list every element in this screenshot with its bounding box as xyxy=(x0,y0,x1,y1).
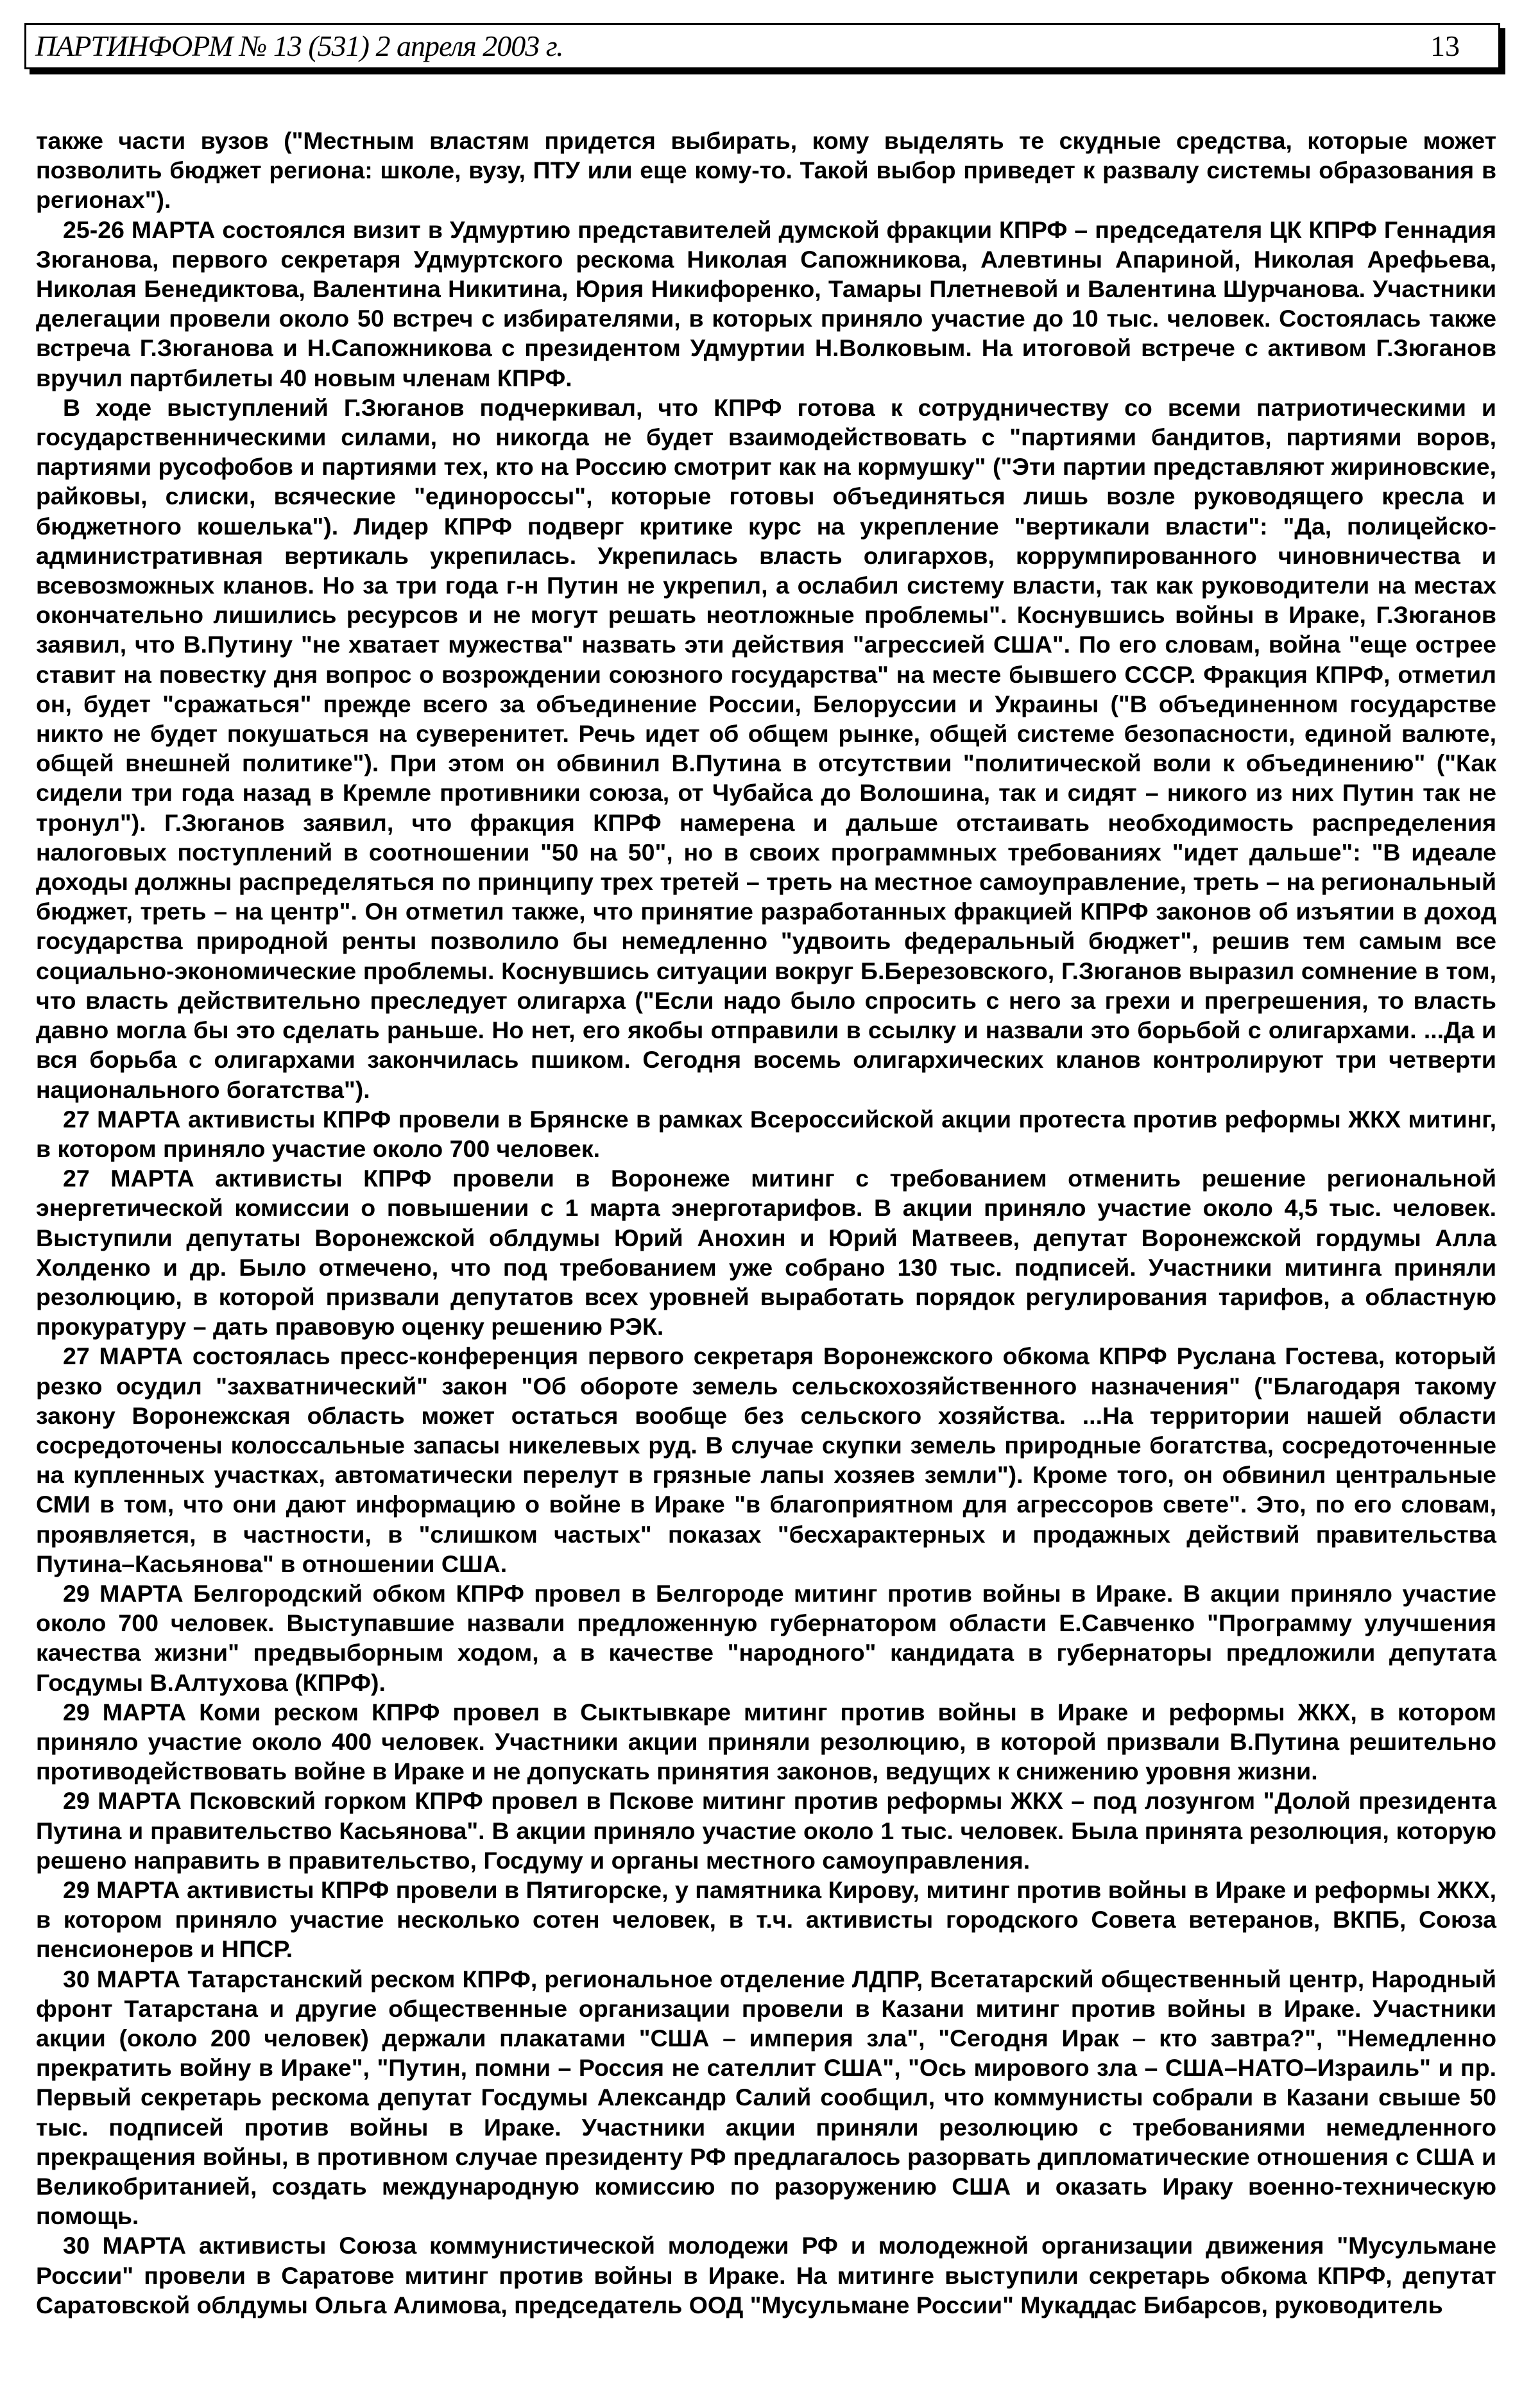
paragraph: 29 МАРТА Псковский горком КПРФ провел в Пскове митинг против реформы ЖКХ – под лозунгом "Долой президента Путина и правительство Касьянова". В акции приняло участие около 1 тыс. человек. Была принята резолюция, которую решено направить в правительство, Госдуму и органы местного самоуправления. xyxy=(36,1787,1496,1874)
paragraph: также части вузов ("Местным властям придется выбирать, кому выделять те скудные средства, которые может позволить бюджет региона: школе, вузу, ПТУ или еще кому-то. Такой выбор приведет к развалу системы образования в регионах"). xyxy=(36,127,1496,214)
paragraph: 29 МАРТА Коми реском КПРФ провел в Сыктывкаре митинг против войны в Ираке и реформы ЖКХ, в котором приняло участие около 400 человек. Участники акции приняли резолюцию, в которой призвали В.Путина решительно противодействовать войне в Ираке и не допускать принятия законов, ведущих к снижению уровня жизни. xyxy=(36,1698,1496,1785)
paragraph: 30 МАРТА Татарстанский реском КПРФ, региональное отделение ЛДПР, Всетатарский общественный центр, Народный фронт Татарстана и другие общественные организации провели в Казани митинг против войны в Ираке. Участники акции (около 200 человек) держали плакатами "США – империя зла", "Сегодня Ирак – кто завтра?", "Немедленно прекратить войну в Ираке", "Путин, помни – Россия не сателлит США", "Ось мирового зла – США–НАТО–Израиль" и пр. Первый секретарь рескома депутат Госдумы Александр Салий сообщил, что коммунисты собрали в Казани свыше 50 тыс. подписей против войны в Ираке. Участники акции приняли резолюцию с требованиями немедленного прекращения войны, в противном случае президенту РФ предлагалось разорвать дипломатические отношения с США и Великобританией, создать международную комиссию по разоружению США и оказать Ираку военно-техническую помощь. xyxy=(36,1965,1496,2230)
paragraph: В ходе выступлений Г.Зюганов подчеркивал, что КПРФ готова к сотрудничеству со всеми патриотическими и государственническими силами, но никогда не будет взаимодействовать с "партиями бандитов, партиями воров, партиями русофобов и партиями тех, кто на Россию смотрит как на кормушку" ("Эти партии представляют жириновские, райковы, слиски, всяческие "единороссы", которые готовы объединяться лишь возле руководящего кресла и бюджетного кошелька"). Лидер КПРФ подверг критике курс на укрепление "вертикали власти": "Да, полицейско-административная вертикаль укрепилась. Укрепилась власть олигархов, коррумпированного чиновничества и всевозможных кланов. Но за три года г-н Путин не укрепил, а ослабил систему власти, так как руководители на местах окончательно лишились ресурсов и не могут решать неотложные проблемы". Коснувшись войны в Ираке, Г.Зюганов заявил, что В.Путину "не хватает мужества" назвать эти действия "агрессией США". По его словам, война "еще острее ставит на повестку дня вопрос о возрождении союзного государства" на месте бывшего СССР. Фракция КПРФ, отметил он, будет "сражаться" прежде всего за объединение России, Белоруссии и Украины ("В объединенном государстве никто не будет покушаться на суверенитет. Речь идет об общем рынке, общей системе безопасности, единой валюте, общей внешней политике"). При этом он обвинил В.Путина в отсутствии "политической воли к объединению" ("Как сидели три года назад в Кремле противники союза, от Чубайса до Волошина, так и сидят – никого из них Путин так не тронул"). Г.Зюганов заявил, что фракция КПРФ намерена и дальше отстаивать необходимость распределения налоговых поступлений в соотношении "50 на 50", но в своих программных требованиях "идет дальше": "В идеале доходы должны распределяться по принципу трех третей – треть на местное самоуправление, треть – на региональный бюджет, треть – на центр". Он отметил также, что принятие разработанных фракцией КПРФ законов об изъятии в доход государства природной ренты позволило бы немедленно "удвоить федеральный бюджет", решив тем самым все социально-экономические проблемы. Коснувшись ситуации вокруг Б.Березовского, Г.Зюганов выразил сомнение в том, что власть действительно преследует олигарха ("Если надо было спросить с него за грехи и прегрешения, то власть давно могла бы это сделать раньше. Но нет, его якобы отправили в ссылку и назвали это борьбой с олигархами. ...Да и вся борьба с олигархами закончилась пшиком. Сегодня восемь олигархических кланов контролируют три четверти национального богатства"). xyxy=(36,393,1496,1103)
paragraph: 27 МАРТА активисты КПРФ провели в Воронеже митинг с требованием отменить решение региональной энергетической комиссии о повышении с 1 марта энерготарифов. В акции приняло участие около 4,5 тыс. человек. Выступили депутаты Воронежской облдумы Юрий Анохин и Юрий Матвеев, депутат Воронежской гордумы Алла Холденко и др. Было отмечено, что под требованием уже собрано 130 тыс. подписей. Участники митинга приняли резолюцию, в которой призвали депутатов всех уровней выработать порядок регулирования тарифов, а областную прокуратуру – дать правовую оценку решению РЭК. xyxy=(36,1165,1496,1341)
paragraph: 29 МАРТА активисты КПРФ провели в Пятигорске, у памятника Кирову, митинг против войны в Ираке и реформы ЖКХ, в котором приняло участие несколько сотен человек, в т.ч. активисты городского Совета ветеранов, ВКПБ, Союза пенсионеров и НПСР. xyxy=(36,1876,1496,1963)
paragraph: 27 МАРТА состоялась пресс-конференция первого секретаря Воронежского обкома КПРФ Руслана Гостева, который резко осудил "захватнический" закон "Об обороте земель сельскохозяйственного назначения" ("Благодаря такому закону Воронежская область может остаться вообще без сельского хозяйства. ...На территории нашей области сосредоточены колоссальные запасы никелевых руд. В случае скупки земель природные богатства, сосредоточенные на купленных участках, автоматически перелут в грязные лапы хозяев земли"). Кроме того, он обвинил центральные СМИ в том, что они дают информацию о войне в Ираке "в благоприятном для агрессоров свете". Это, по его словам, проявляется, в частности, в "слишком частых" показах "бесхарактерных и продажных действий правительства Путина–Касьянова" в отношении США. xyxy=(36,1342,1496,1577)
paragraph: 25-26 МАРТА состоялся визит в Удмуртию представителей думской фракции КПРФ – председателя ЦК КПРФ Геннадия Зюганова, первого секретаря Удмуртского рескома Николая Сапожникова, Алевтины Апариной, Николая Арефьева, Николая Бенедиктова, Валентина Никитина, Юрия Никифоренко, Тамары Плетневой и Валентина Шурчанова. Участники делегации провели около 50 встреч с избирателями, в которых приняло участие до 10 тыс. человек. Состоялась также встреча Г.Зюганова и Н.Сапожникова с президентом Удмуртии Н.Волковым. На итоговой встрече с активом Г.Зюганов вручил партбилеты 40 новым членам КПРФ. xyxy=(36,216,1496,391)
page-number: 13 xyxy=(1430,30,1460,62)
article-body xyxy=(36,126,1496,2320)
paragraph: 27 МАРТА активисты КПРФ провели в Брянске в рамках Всероссийской акции протеста против реформы ЖКХ митинг, в котором приняло участие около 700 человек. xyxy=(36,1105,1496,1162)
page-header xyxy=(24,23,1500,69)
paragraph: 29 МАРТА Белгородский обком КПРФ провел в Белгороде митинг против войны в Ираке. В акции приняло участие около 700 человек. Выступавшие назвали предложенную губернатором области Е.Савченко "Программу улучшения качества жизни" предвыборным ходом, а в качестве "народного" кандидата в губернаторы предложили депутата Госдумы В.Алтухова (КПРФ). xyxy=(36,1579,1496,1696)
paragraph: 30 МАРТА активисты Союза коммунистической молодежи РФ и молодежной организации движения "Мусульмане России" провели в Саратове митинг против войны в Ираке. На митинге выступили секретарь обкома КПРФ, депутат Саратовской облдумы Ольга Алимова, председатель ООД "Мусульмане России" Мукаддас Бибарсов, руководитель xyxy=(36,2232,1496,2318)
publication-title: ПАРТИНФОРМ № 13 (531) 2 апреля 2003 г. xyxy=(35,30,563,62)
